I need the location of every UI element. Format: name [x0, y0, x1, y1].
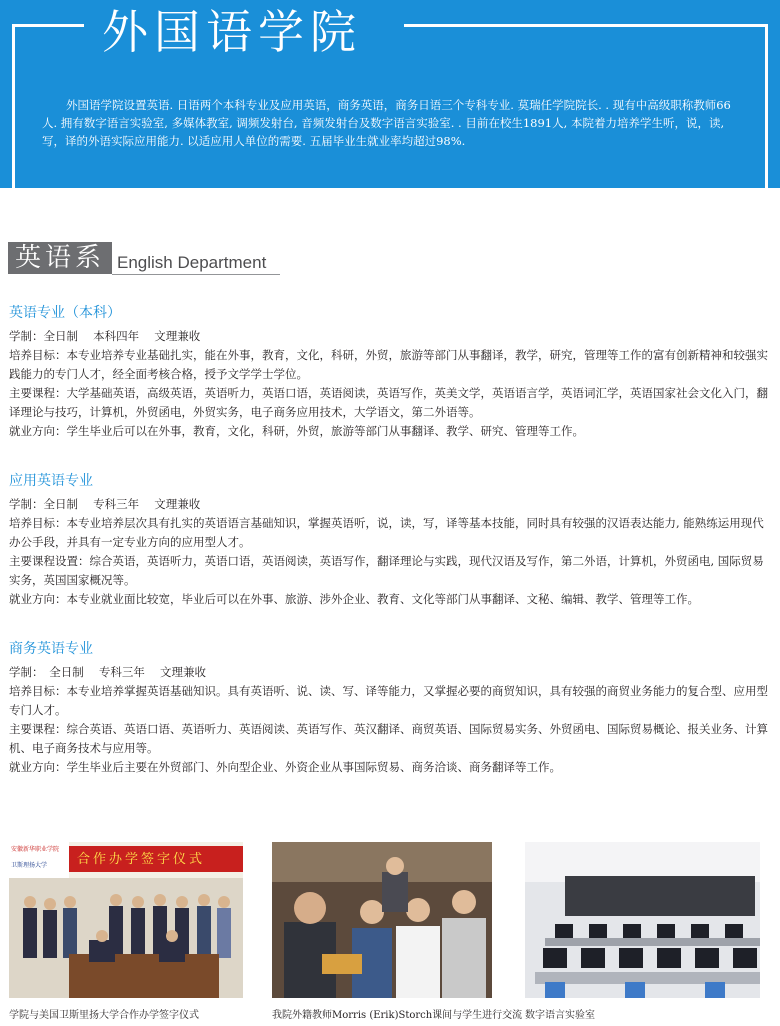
header-banner [0, 0, 780, 188]
major-title: 商务英语专业 [9, 641, 93, 657]
photo-caption: 我院外籍教师Morris (Erik)Storch课间与学生进行交流 [272, 1010, 523, 1021]
frame-line-vertical-left [12, 24, 15, 188]
major-line: 就业方向：学生毕业后主要在外贸部门、外向型企业、外资企业从事国际贸易、商务洽谈、商务翻译等工作。 [9, 760, 561, 774]
department-title-en: English Department [117, 253, 267, 272]
book [322, 954, 362, 974]
frame-line-left [12, 24, 84, 27]
major-line: 主要课程：综合英语、英语口语、英语听力、英语阅读、英语写作、英汉翻译、商贸英语、国际贸易实务、外贸函电、国际贸易概论、报关业务、计算机、电子商务技术与应用等。 [9, 722, 768, 755]
major-line: 主要课程设置：综合英语，英语听力，英语口语，英语阅读，英语写作，翻译理论与实践，现代汉语及写作，第二外语，计算机，外贸函电, 国际贸易实务，英国国家概况等。 [9, 554, 764, 587]
major-line: 学制：全日制 专科三年 文理兼收 [9, 497, 201, 511]
major-section-applied-english [9, 472, 771, 609]
photo-caption: 学院与美国卫斯里扬大学合作办学签字仪式 [9, 1010, 199, 1021]
photo-signing-ceremony [9, 842, 243, 998]
frame-line-vertical-right [765, 24, 768, 188]
major-line: 学制： 全日制 专科三年 文理兼收 [9, 665, 207, 679]
major-title: 应用英语专业 [9, 473, 93, 489]
major-line: 主要课程：大学基础英语，高级英语，英语听力，英语口语，英语阅读，英语写作，英美文学，英语语言学，英语词汇学，英语国家社会文化入门，翻译理论与技巧，计算机，外贸函电，外贸实务，电子商务应用技术，大学语文，第二外语等。 [9, 386, 768, 419]
photo-language-lab [525, 842, 760, 998]
department-rule [112, 274, 280, 275]
major-line: 培养目标：本专业培养掌握英语基础知识。具有英语听、说、读、写、译等能力，又掌握必要的商贸知识，具有较强的商贸业务能力的复合型、应用型专门人才。 [9, 684, 768, 717]
major-title: 英语专业（本科） [9, 305, 121, 321]
major-line: 学制：全日制 本科四年 文理兼收 [9, 329, 201, 343]
major-line: 就业方向：学生毕业后可以在外事，教育，文化，科研，外贸，旅游等部门从事翻译、教学、研究、管理等工作。 [9, 424, 584, 438]
major-line: 培养目标：本专业培养层次具有扎实的英语语言基础知识，掌握英语听，说，读，写，译等基本技能，同时具有较强的汉语表达能力, 能熟练运用现代办公手段，并具有一定专业方向的应用型人才。 [9, 516, 764, 549]
photo-teacher-students [272, 842, 492, 998]
page-title: 外国语学院 [96, 0, 368, 62]
major-line: 培养目标：本专业培养专业基础扎实，能在外事，教育，文化，科研，外贸，旅游等部门从事翻译，教学，研究，管理等工作的富有创新精神和较强实践能力的专门人才，经全面考核合格，授予文学学士学位。 [9, 348, 768, 381]
major-line: 就业方向：本专业就业面比较宽，毕业后可以在外事、旅游、涉外企业、教育、文化等部门从事翻译、文秘、编辑、教学、管理等工作。 [9, 592, 699, 606]
major-section-english [9, 304, 771, 441]
sign-school-2: 卫斯理扬大学 [11, 862, 48, 869]
intro-paragraph: 外国语学院设置英语. 日语两个本科专业及应用英语，商务英语，商务日语三个专科专业. 莫瑞任学院院长. . 现有中高级职称教师66人. 拥有数字语言实验室, 多媒体教室, 调频发射台, 音频发射台及数字语言实验室. . 目前在校生1891人, 本院着力培养学生听，说，读, 写，译的外语实际应用能力. 以适应用人单位的需要. 五届毕业生就业率均超过98%. [42, 98, 731, 148]
ceremony-banner-text: 合作办学签字仪式 [77, 852, 206, 867]
frame-line-right [404, 24, 768, 27]
department-title-cn: 英语系 [8, 242, 112, 274]
photo-caption: 数字语言实验室 [525, 1010, 595, 1021]
sign-school-1: 安徽新华职业学院 [11, 846, 60, 853]
major-section-business-english [9, 640, 771, 777]
